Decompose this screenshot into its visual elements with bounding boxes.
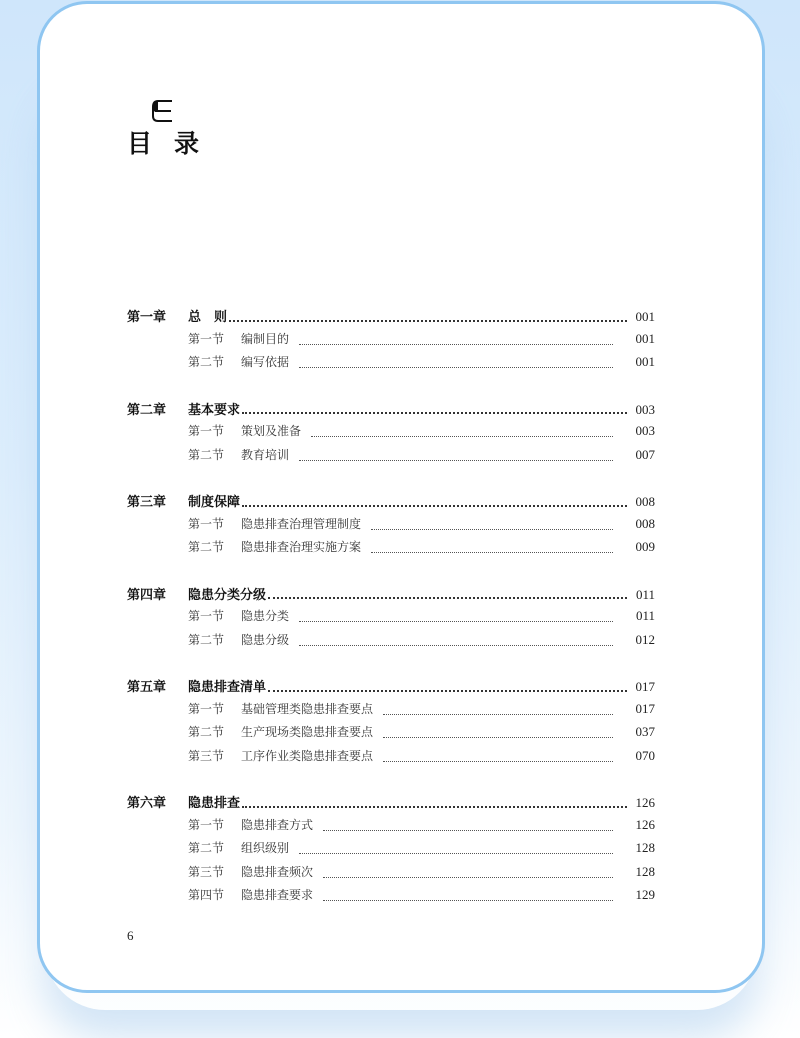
chapter-title: 隐患排查	[188, 796, 241, 811]
chapter-title: 基本要求	[188, 402, 241, 418]
leader-dots	[268, 690, 627, 692]
section-page: 011	[635, 608, 655, 623]
chapter-number: 第一章	[127, 310, 167, 325]
toc-section-entry[interactable]	[127, 353, 655, 377]
leader-dots	[311, 436, 613, 437]
toc-chapter-entry[interactable]	[127, 584, 655, 608]
section-number: 第一节	[188, 424, 225, 438]
toc-chapter	[127, 792, 655, 910]
chapter-page: 011	[635, 586, 655, 602]
section-number: 第一节	[188, 331, 225, 346]
section-page: 128	[635, 863, 655, 879]
toc-section-entry[interactable]	[127, 723, 655, 747]
section-title: 组织级别	[241, 841, 290, 855]
section-number: 第一节	[188, 701, 225, 716]
section-number: 第四节	[188, 888, 225, 902]
leader-dots	[242, 806, 627, 808]
section-number: 第二节	[188, 355, 225, 369]
section-page: 037	[635, 724, 655, 739]
section-page: 007	[635, 446, 655, 462]
toc-section-entry[interactable]	[127, 700, 655, 724]
leader-dots	[323, 877, 613, 878]
section-page: 070	[635, 747, 655, 763]
leader-dots	[299, 853, 613, 854]
section-title: 教育培训	[241, 447, 290, 462]
leader-dots	[299, 344, 613, 345]
section-number: 第三节	[188, 748, 225, 763]
section-page: 128	[635, 840, 655, 855]
toc-chapter	[127, 584, 655, 655]
toc-chapter	[127, 676, 655, 770]
section-page: 001	[635, 354, 655, 369]
chapter-page: 126	[635, 795, 655, 810]
section-title: 工序作业类隐患排查要点	[241, 748, 374, 763]
chapter-title: 总 则	[188, 310, 228, 325]
chapter-page: 001	[635, 309, 655, 324]
section-page: 129	[635, 887, 655, 902]
page-title: 目录	[127, 129, 222, 158]
section-page: 008	[635, 515, 655, 531]
leader-dots	[242, 412, 627, 414]
section-number: 第二节	[188, 447, 225, 462]
toc-section-entry[interactable]	[127, 631, 655, 655]
toc-section-entry[interactable]	[127, 607, 655, 631]
leader-dots	[299, 367, 613, 368]
section-number: 第三节	[188, 864, 225, 879]
table-of-contents	[127, 306, 655, 932]
toc-chapter-entry[interactable]	[127, 399, 655, 423]
page-number: 6	[127, 928, 134, 943]
chapter-page: 003	[635, 401, 655, 417]
section-title: 隐患排查频次	[241, 864, 314, 879]
section-title: 基础管理类隐患排查要点	[241, 701, 374, 716]
section-number: 第二节	[188, 841, 225, 855]
book-icon	[148, 98, 176, 124]
leader-dots	[383, 761, 613, 762]
section-title: 编写依据	[241, 355, 290, 369]
section-page: 012	[635, 631, 655, 647]
toc-section-entry[interactable]	[127, 422, 655, 446]
section-page: 003	[635, 423, 655, 438]
section-number: 第二节	[188, 540, 225, 554]
leader-dots	[299, 460, 613, 461]
section-number: 第一节	[188, 609, 225, 623]
section-title: 编制目的	[241, 331, 290, 346]
leader-dots	[323, 830, 613, 831]
section-page: 001	[635, 330, 655, 346]
section-page: 126	[635, 816, 655, 832]
chapter-number: 第二章	[127, 402, 167, 418]
section-page: 009	[635, 539, 655, 554]
chapter-number: 第四章	[127, 587, 167, 603]
leader-dots	[371, 552, 613, 553]
toc-section-entry[interactable]	[127, 515, 655, 539]
toc-section-entry[interactable]	[127, 446, 655, 470]
toc-section-entry[interactable]	[127, 538, 655, 562]
toc-chapter	[127, 306, 655, 377]
section-title: 隐患排查治理实施方案	[241, 540, 362, 554]
section-number: 第二节	[188, 725, 225, 739]
toc-chapter-entry[interactable]	[127, 792, 655, 816]
chapter-page: 017	[635, 679, 655, 694]
toc-section-entry[interactable]	[127, 330, 655, 354]
section-number: 第二节	[188, 632, 225, 647]
section-page: 017	[635, 700, 655, 716]
section-title: 隐患排查方式	[241, 817, 314, 832]
section-title: 生产现场类隐患排查要点	[241, 725, 374, 739]
chapter-title: 制度保障	[188, 495, 241, 510]
toc-chapter-entry[interactable]	[127, 491, 655, 515]
section-title: 隐患排查要求	[241, 888, 314, 902]
leader-dots	[299, 645, 613, 646]
section-title: 隐患分类	[241, 609, 290, 623]
section-title: 策划及准备	[241, 424, 302, 438]
leader-dots	[268, 597, 627, 599]
chapter-page: 008	[635, 494, 655, 509]
chapter-title: 隐患分类分级	[188, 587, 267, 603]
toc-section-entry[interactable]	[127, 886, 655, 910]
chapter-number: 第六章	[127, 796, 167, 811]
toc-section-entry[interactable]	[127, 816, 655, 840]
toc-chapter	[127, 399, 655, 470]
toc-section-entry[interactable]	[127, 839, 655, 863]
leader-dots	[371, 529, 613, 530]
leader-dots	[323, 900, 613, 901]
toc-chapter-entry[interactable]	[127, 306, 655, 330]
chapter-number: 第三章	[127, 495, 167, 510]
toc-chapter-entry[interactable]	[127, 676, 655, 700]
chapter-title: 隐患排查清单	[188, 680, 267, 695]
section-number: 第一节	[188, 817, 225, 832]
leader-dots	[299, 621, 613, 622]
section-title: 隐患分级	[241, 632, 290, 647]
toc-section-entry[interactable]	[127, 747, 655, 771]
chapter-number: 第五章	[127, 680, 167, 695]
leader-dots	[383, 737, 613, 738]
toc-section-entry[interactable]	[127, 863, 655, 887]
section-title: 隐患排查治理管理制度	[241, 516, 362, 531]
section-number: 第一节	[188, 516, 225, 531]
leader-dots	[383, 714, 613, 715]
leader-dots	[242, 505, 627, 507]
leader-dots	[229, 320, 627, 322]
toc-chapter	[127, 491, 655, 562]
